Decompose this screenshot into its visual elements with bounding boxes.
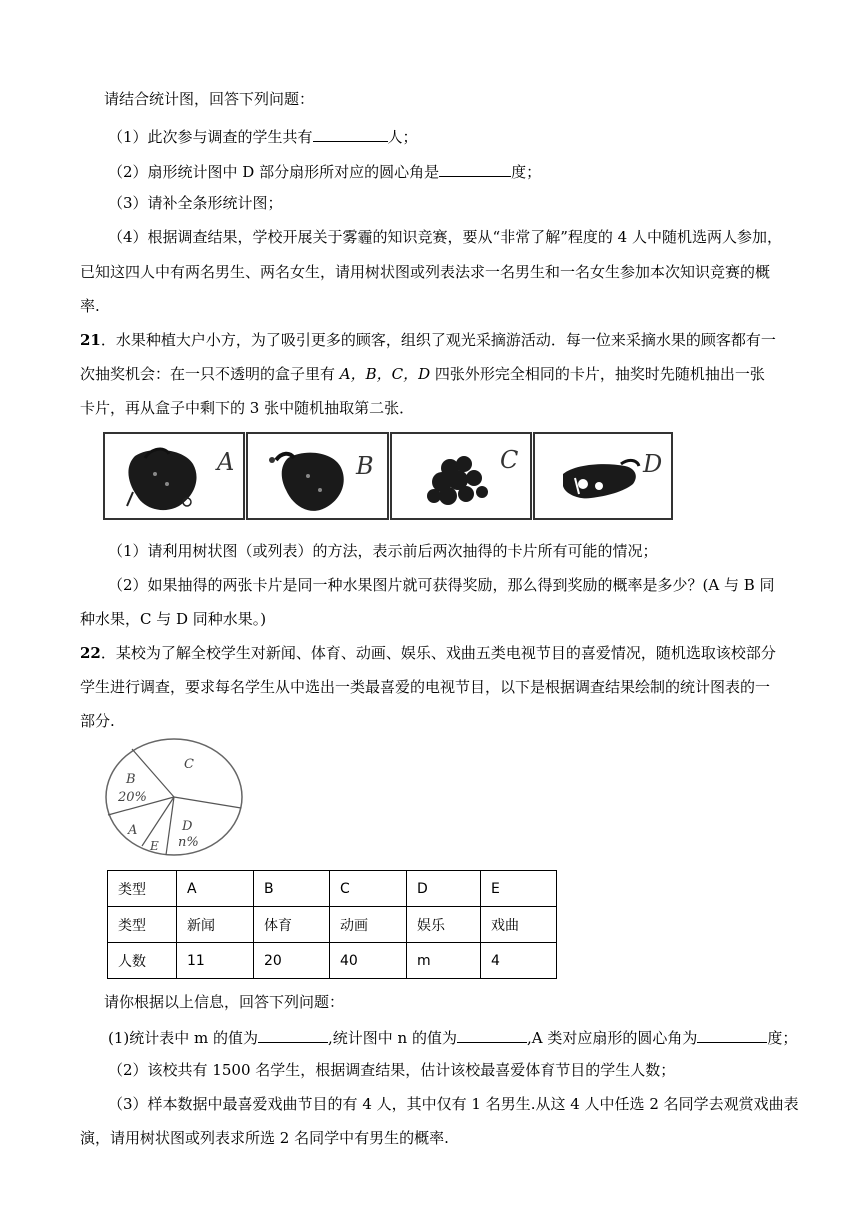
q22-part1-text-c: ,A 类对应扇形的圆心角为 bbox=[526, 1029, 698, 1047]
q20-part2 bbox=[108, 160, 541, 182]
slice-value-b: 20% bbox=[118, 790, 147, 805]
answer-blank[interactable] bbox=[439, 160, 511, 177]
slice-label-d: D bbox=[182, 819, 193, 834]
table-cell: m bbox=[407, 943, 481, 979]
q20-part1-unit: 人； bbox=[387, 128, 418, 146]
q20-part1-text: （1）此次参与调查的学生共有 bbox=[108, 128, 313, 146]
q22-part1-text-d: 度； bbox=[767, 1029, 798, 1047]
q20-part4-line2: 已知这四人中有两名男生、两名女生，请用树状图或列表法求一名男生和一名女生参加本次知识竞赛的概 bbox=[80, 263, 771, 281]
question-number: 21 bbox=[80, 331, 101, 349]
q21-line3: 卡片，再从盒子中剩下的 3 张中随机抽取第二张． bbox=[80, 399, 415, 417]
card-c bbox=[390, 432, 532, 520]
table-cell: 4 bbox=[481, 943, 557, 979]
card-d bbox=[533, 432, 673, 520]
card-b bbox=[246, 432, 389, 520]
q22-part1 bbox=[108, 1026, 797, 1048]
table-row bbox=[108, 907, 557, 943]
q22-line2: 学生进行调查，要求每名学生从中选出一类最喜爱的电视节目，以下是根据调查结果绘制的统计图表的一 bbox=[80, 678, 771, 696]
q21-part2-line1: （2）如果抽得的两张卡片是同一种水果图片就可获得奖励，那么得到奖励的概率是多少？(A 与 B 同 bbox=[108, 576, 775, 594]
question-number: 22 bbox=[80, 644, 101, 662]
card-letter: D bbox=[643, 450, 663, 478]
table-cell: C bbox=[330, 871, 407, 907]
table-cell: 新闻 bbox=[177, 907, 254, 943]
table-cell: A bbox=[177, 871, 254, 907]
answer-blank[interactable] bbox=[697, 1026, 767, 1043]
q22-line1 bbox=[80, 643, 776, 663]
q22-part1-text-a: (1)统计表中 m 的值为 bbox=[108, 1029, 259, 1047]
q21-text-a: 次抽奖机会：在一只不透明的盒子里有 bbox=[80, 365, 340, 383]
q22-part3-line1: （3）样本数据中最喜爱戏曲节目的有 4 人，其中仅有 1 名男生.从这 4 人中任选 2 名同学去观赏戏曲表 bbox=[108, 1095, 799, 1113]
answer-blank[interactable] bbox=[457, 1026, 527, 1043]
q22-text: ．某校为了解全校学生对新闻、体育、动画、娱乐、戏曲五类电视节目的喜爱情况，随机选取该校部分 bbox=[100, 644, 776, 662]
q20-part4-line1: （4）根据调查结果，学校开展关于雾霾的知识竞赛，要从“非常了解”程度的 4 人中随机选两人参加， bbox=[108, 228, 782, 246]
table-row bbox=[108, 943, 557, 979]
prompt-text: 请结合统计图，回答下列问题： bbox=[104, 90, 315, 108]
q22-line3: 部分. bbox=[80, 712, 115, 730]
q20-part2-text: （2）扇形统计图中 D 部分扇形所对应的圆心角是 bbox=[108, 163, 440, 181]
table-cell: 动画 bbox=[330, 907, 407, 943]
card-letter: C bbox=[500, 446, 519, 474]
table-cell: 娱乐 bbox=[407, 907, 481, 943]
table-cell: B bbox=[254, 871, 330, 907]
q20-part2-unit: 度； bbox=[511, 163, 542, 181]
table-cell: 11 bbox=[177, 943, 254, 979]
answer-blank[interactable] bbox=[258, 1026, 328, 1043]
slice-label-b: B bbox=[126, 772, 136, 787]
table-row bbox=[108, 871, 557, 907]
table-cell: 类型 bbox=[108, 871, 177, 907]
survey-table bbox=[107, 870, 557, 979]
slice-value-d: n% bbox=[178, 835, 199, 850]
q21-part2-line2: 种水果，C 与 D 同种水果。) bbox=[80, 610, 267, 628]
card-letter: A bbox=[217, 448, 235, 476]
q22-part2: （2）该校共有 1500 名学生，根据调查结果，估计该校最喜爱体育节目的学生人数； bbox=[108, 1061, 676, 1079]
table-cell: D bbox=[407, 871, 481, 907]
card-a bbox=[103, 432, 245, 520]
q20-part4-line3: 率. bbox=[80, 297, 100, 315]
q21-line2 bbox=[80, 364, 765, 384]
slice-label-e: E bbox=[150, 839, 159, 853]
q21-line1 bbox=[80, 330, 776, 350]
q21-part1: （1）请利用树状图（或列表）的方法，表示前后两次抽得的卡片所有可能的情况； bbox=[108, 542, 658, 560]
q22-part3-line2: 演，请用树状图或列表求所选 2 名同学中有男生的概率. bbox=[80, 1129, 449, 1147]
table-cell: 40 bbox=[330, 943, 407, 979]
slice-label-a: A bbox=[128, 823, 138, 838]
grape-icon bbox=[535, 434, 675, 522]
table-cell: 20 bbox=[254, 943, 330, 979]
q22-prompt: 请你根据以上信息，回答下列问题： bbox=[104, 993, 345, 1011]
fruit-cards bbox=[103, 432, 673, 522]
table-cell: E bbox=[481, 871, 557, 907]
pie-chart bbox=[104, 738, 246, 862]
slice-label-c: C bbox=[184, 757, 194, 772]
table-cell: 戏曲 bbox=[481, 907, 557, 943]
table-cell: 人数 bbox=[108, 943, 177, 979]
answer-blank[interactable] bbox=[313, 125, 388, 142]
table-cell: 类型 bbox=[108, 907, 177, 943]
q22-part1-text-b: ,统计图中 n 的值为 bbox=[328, 1029, 457, 1047]
q20-part1 bbox=[108, 125, 418, 147]
q21-letters: A，B，C，D bbox=[339, 365, 431, 383]
card-letter: B bbox=[356, 452, 374, 480]
q21-text: ．水果种植大户小方，为了吸引更多的顾客，组织了观光采摘游活动．每一位来采摘水果的顾客都有一 bbox=[100, 331, 776, 349]
q21-text-b: 四张外形完全相同的卡片，抽奖时先随机抽出一张 bbox=[430, 365, 765, 383]
table-cell: 体育 bbox=[254, 907, 330, 943]
q20-part3: （3）请补全条形统计图； bbox=[108, 194, 283, 212]
